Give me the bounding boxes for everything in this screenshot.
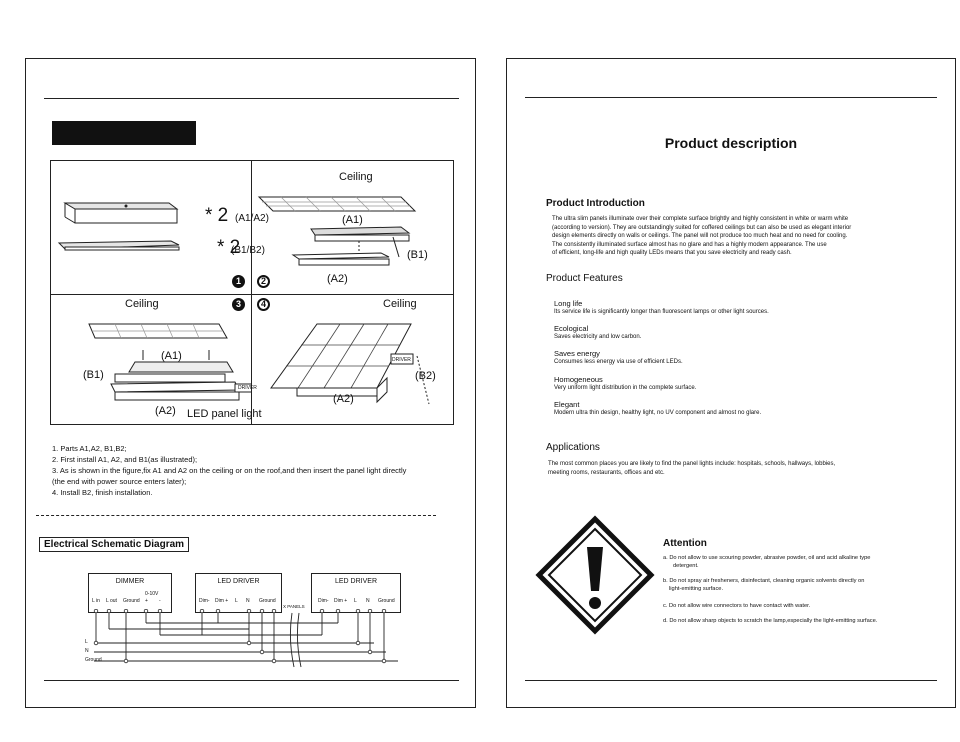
- attention-line: a. Do not allow to use scouring powder, abrasive powder, oil and acid alkaline type: [663, 555, 871, 561]
- applications-heading: Applications: [546, 442, 600, 453]
- panel-3-b1: (B1): [83, 369, 104, 381]
- intro-heading: Product Introduction: [546, 198, 645, 209]
- feature-title: Ecological: [554, 324, 589, 333]
- step-line: 4. Install B2, finish installation.: [52, 488, 153, 497]
- panel-2-a1: (A1): [342, 214, 363, 226]
- panel-4-a2: (A2): [333, 393, 354, 405]
- panel-1-brackets-drawing: [51, 161, 251, 294]
- wire-label-n: N: [85, 648, 89, 654]
- wire-label-l: L: [85, 639, 88, 645]
- feature-desc: Its service life is significantly longer than fluorescent lamps or other light sources.: [554, 309, 769, 315]
- intro-paragraph: [552, 215, 851, 258]
- panel-1-label-a: (A1/A2): [235, 213, 269, 224]
- intro-line: (according to version). They are outstandingly suited for coffered ceilings but can also be used as elegant interior: [552, 224, 852, 231]
- step-line: 3. As is shown in the figure,fix A1 and A2 on the ceiling or on the roof,and then insert the panel light directly: [52, 466, 407, 475]
- attention-line: c. Do not allow wire connectors to have contact with water.: [663, 603, 811, 609]
- feature-title: Saves energy: [554, 349, 600, 358]
- dimmer-box: [88, 573, 172, 613]
- panel-2-b1: (B1): [407, 249, 428, 261]
- page-title: Product description: [664, 135, 798, 151]
- applications-line: The most common places you are likely to find the panel lights include: hospitals, schools, hallways, lobbies,: [548, 461, 836, 467]
- intro-line: The consistently illuminated surface almost has no glare and has a highly modern appearance. The use: [552, 241, 827, 248]
- led-driver-box-1: [195, 573, 282, 613]
- right-page: [506, 58, 956, 708]
- panel-3-drawing: [51, 294, 251, 424]
- panel-2-drawing: [251, 161, 453, 294]
- feature-desc: Modern ultra thin design, healthy light, no UV component and almost no glare.: [554, 410, 762, 416]
- panel-3-a2: (A2): [155, 405, 176, 417]
- attention-item: [663, 617, 877, 625]
- driver-term: Dim +: [334, 598, 348, 604]
- dimmer-term: +: [145, 598, 148, 604]
- driver-term: Dim-: [318, 598, 329, 604]
- driver-term: Ground: [259, 598, 276, 604]
- dimmer-term: -: [159, 598, 161, 604]
- warning-icon: [535, 515, 655, 635]
- panel-3-a1: (A1): [161, 350, 182, 362]
- applications-line: meeting rooms, restaurants, offices and etc.: [548, 469, 665, 476]
- step-line: 1. Parts A1,A2, B1,B2;: [52, 444, 127, 453]
- driver-term: Ground: [378, 598, 395, 604]
- x-panels-label: X PANELS: [283, 604, 305, 609]
- schematic-title: Electrical Schematic Diagram: [39, 537, 189, 552]
- bottom-rule: [44, 680, 459, 681]
- driver-term: Dim-: [199, 598, 210, 604]
- applications-paragraph: [548, 460, 835, 477]
- installation-steps: [52, 443, 452, 498]
- attention-line: b. Do not spray air fresheners, disinfectant, cleaning organic solvents directly on: [663, 578, 865, 584]
- dashed-separator: [36, 515, 436, 516]
- redacted-heading-bar: [52, 121, 196, 145]
- intro-line: design elements directly on walls or ceilings. The panel will not produce too much heat and no need for cooling.: [552, 233, 848, 239]
- led-driver-box-2: [311, 573, 401, 613]
- driver-term: N: [366, 598, 370, 604]
- feature-title: Long life: [554, 299, 583, 308]
- feature-desc: Saves electricity and low carbon.: [554, 334, 642, 340]
- attention-line: d. Do not allow sharp objects to scratch the lamp,especially the light-emitting surface.: [663, 618, 878, 624]
- dimmer-term: Ground: [123, 598, 140, 604]
- panel-4-b2: (B2): [415, 370, 436, 382]
- wire-label-ground: Ground: [85, 657, 102, 663]
- dimmer-range: 0-10V: [145, 591, 159, 597]
- dimmer-term: L out: [106, 598, 117, 604]
- panel-4-driver-label: DRIVER: [392, 357, 411, 363]
- step-4-badge: 4: [257, 298, 270, 311]
- step-1-badge: 1: [232, 275, 245, 288]
- left-page: [25, 58, 476, 708]
- panel-1-label-b: (B1/B2): [231, 245, 265, 256]
- attention-line: detergent.: [673, 563, 699, 569]
- dimmer-term: L in: [92, 598, 100, 604]
- feature-desc: Consumes less energy via use of efficient LEDs.: [554, 359, 683, 365]
- feature-desc: Very uniform light distribution in the complete surface.: [554, 385, 697, 391]
- led-driver-label: LED DRIVER: [217, 578, 260, 585]
- attention-item: [663, 577, 864, 593]
- dimmer-label: DIMMER: [115, 578, 145, 585]
- features-heading: Product Features: [546, 273, 623, 284]
- intro-line: of efficient, long-life and high quality LEDs means that you save electricity and ready cash.: [552, 250, 792, 256]
- step-3-badge: 3: [232, 298, 245, 311]
- feature-title: Elegant: [554, 400, 580, 409]
- panel-2-a2: (A2): [327, 273, 348, 285]
- attention-item: [663, 554, 870, 570]
- installation-diagram: [50, 160, 454, 425]
- driver-term: Dim +: [215, 598, 229, 604]
- driver-term: N: [246, 598, 250, 604]
- panel-4-ceiling-label: Ceiling: [383, 298, 417, 310]
- attention-heading: Attention: [663, 538, 707, 549]
- panel-1-qty-a: * 2: [205, 205, 229, 226]
- panel-3-ceiling-label: Ceiling: [125, 298, 159, 310]
- top-rule: [525, 97, 937, 98]
- step-line: (the end with power source enters later);: [52, 477, 187, 486]
- attention-item: [663, 602, 810, 610]
- driver-term: L: [235, 598, 238, 604]
- intro-line: The ultra slim panels illuminate over their complete surface brightly and highly consistent in white or warm white: [552, 216, 849, 222]
- panel-2-ceiling-label: Ceiling: [339, 171, 373, 183]
- top-rule: [44, 98, 459, 99]
- attention-line: light-emitting surface.: [669, 586, 724, 592]
- panel-3-led-panel-light: LED panel light: [187, 408, 262, 420]
- panel-3-driver-label: DRIVER: [238, 385, 257, 391]
- led-driver-label: LED DRIVER: [334, 578, 377, 585]
- step-2-badge: 2: [257, 275, 270, 288]
- feature-title: Homogeneous: [554, 375, 603, 384]
- panel-1-qty-b: * 2: [217, 237, 241, 258]
- bottom-rule: [525, 680, 937, 681]
- step-line: 2. First install A1, A2, and B1(as illustrated);: [52, 455, 198, 464]
- driver-term: L: [354, 598, 357, 604]
